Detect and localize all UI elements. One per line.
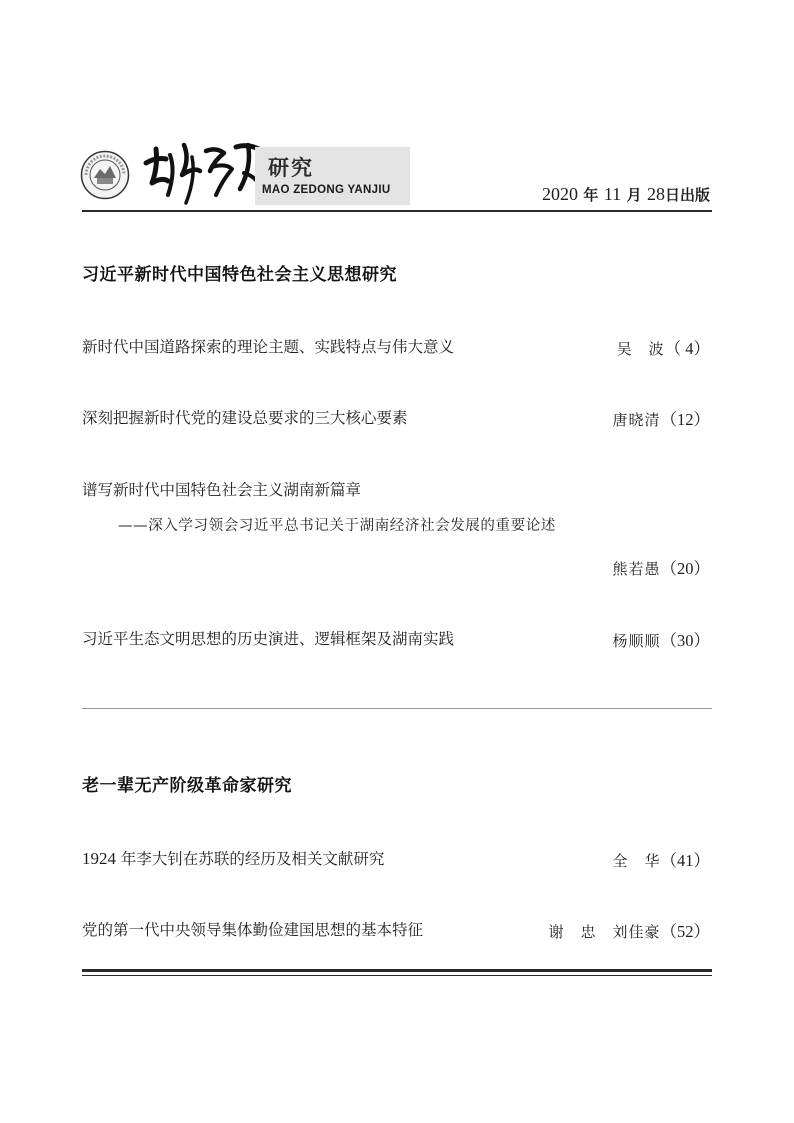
footer-rule-thin [82,975,712,976]
toc-entry-title-year: 1924 [82,849,116,868]
toc-entry-title[interactable] [82,847,384,869]
section-title: 老一辈无产阶级革命家研究 [82,776,292,796]
toc-entry-author: 全 华 [612,852,661,870]
toc-entry-title-text: 年李大钊在苏联的经历及相关文献研究 [116,850,385,868]
footer-rule-thick [82,969,712,972]
brand-title-cn: 研究 [268,155,314,180]
toc-entry-title[interactable]: 党的第一代中央领导集体勤俭建国思想的基本特征 [82,921,424,939]
toc-entry-author: 杨顺顺 [612,632,661,650]
toc-entry-page[interactable]: （12） [660,410,710,429]
toc-entry-author: 熊若愚 [612,560,661,578]
toc-entry-title[interactable]: 谱写新时代中国特色社会主义湖南新篇章 [82,481,362,499]
date-year-unit: 年 [583,186,599,204]
toc-entry-author: 吴 波 [616,340,665,358]
header-rule [82,210,712,212]
toc-entry-page[interactable]: （ 4） [664,339,710,358]
toc-entry-meta [612,847,710,871]
section-title: 习近平新时代中国特色社会主义思想研究 [82,265,397,285]
toc-entry-meta [612,627,710,651]
toc-entry-page[interactable]: （41） [660,851,710,870]
date-month: 11 [603,184,622,204]
date-day-suffix: 日出版 [664,186,710,204]
date-month-unit: 月 [626,186,642,204]
toc-entry-meta [548,918,710,942]
toc-entry-meta [612,555,710,579]
toc-entry-title[interactable]: 习近平生态文明思想的历史演进、逻辑框架及湖南实践 [82,630,455,648]
date-year: 2020 [541,184,578,204]
toc-entry-meta [617,335,710,359]
section-divider [82,708,712,709]
toc-entry-page[interactable]: （52） [660,922,710,941]
toc-entry-page[interactable]: （20） [660,559,710,578]
toc-entry-subtitle: ——深入学习领会习近平总书记关于湖南经济社会发展的重要论述 [118,518,556,534]
calligraphy-logo [140,137,270,211]
toc-entry-author: 唐晓清 [612,411,661,429]
brand-title-en: MAO ZEDONG YANJIU [262,184,391,196]
journal-seal-logo [80,150,130,200]
toc-entry-title[interactable]: 新时代中国道路探索的理论主题、实践特点与伟大意义 [82,338,455,356]
toc-entry-author: 谢 忠 刘佳豪 [548,923,661,941]
publication-date [542,184,710,205]
date-day: 28 [646,184,665,204]
toc-entry-meta [612,406,710,430]
toc-entry-title[interactable]: 深刻把握新时代党的建设总要求的三大核心要素 [82,409,408,427]
toc-entry-page[interactable]: （30） [660,631,710,650]
